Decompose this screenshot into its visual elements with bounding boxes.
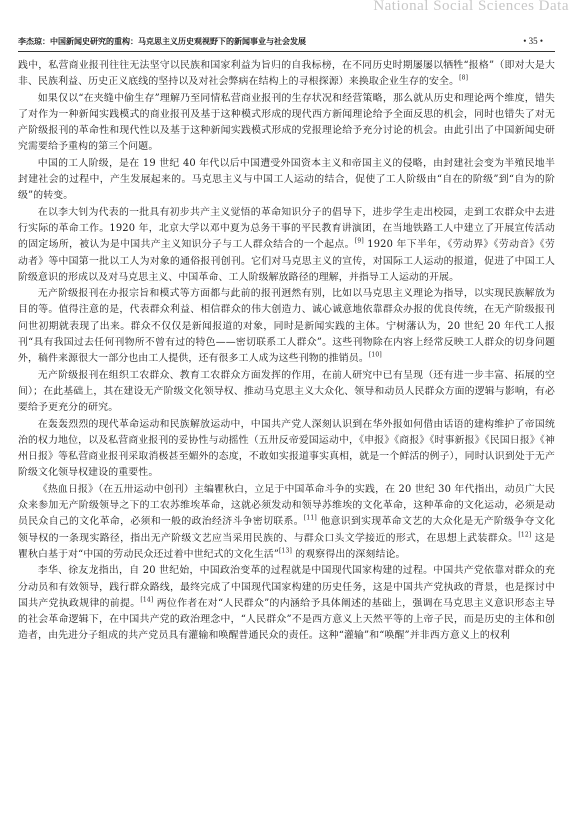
text-run: 无产阶级报刊在组织工农群众、教育工农群众方面发挥的作用，在前人研究中已有呈现（还有进一步丰富、拓展的空间）；在此基础上，其在建设无产阶级文化领导权、推动马克思主义大众化、领导和动员人民群众方面的逻辑与影响，有必要给予更充分的研究。 — [18, 369, 555, 414]
footnote-ref: [14] — [140, 596, 154, 604]
text-run: 如果仅以“在夹缝中偷生存”理解乃至同情私营商业报刊的生存状况和经营策略，那么就从历史和理论两个维度，错失了对作为一种新闻实践模式的商业报刊及基于这种模式形成的现代西方新闻理论给予全面反思的机会，同时也错失了对无产阶级报刊的革命性和现代性以及基于这种新闻实践模式形成的党报理论给予充分讨论的机会。由此引出了中国新闻史研究需要给予重构的第三个问题。 — [18, 92, 555, 153]
running-header — [18, 36, 555, 50]
paragraph — [18, 563, 555, 644]
footnote-ref: [12] — [518, 531, 532, 539]
footnote-ref: [10] — [368, 352, 382, 360]
watermark: National Social Sciences Data — [373, 0, 569, 14]
text-run: 两位作者在对“人民群众”的内涵给予具体阐述的基础上，强调在马克思主义意识形态主导的社会革命逻辑下，在中国共产党的政治理念中，“人民群众”不是西方意义上天然平等的上帝子民，而是历史的主体和创造者，由先进分子组成的共产党员具有灌输和唤醒普通民众的责任。这种“灌输”和“唤醒”并非西方意义上的权利 — [18, 597, 556, 642]
text-run: 这是瞿秋白基于对“中国的劳动民众还过着中世纪式的文化生活” — [18, 532, 555, 560]
paragraph — [18, 482, 555, 563]
paragraph-continuation — [18, 58, 555, 91]
text-run: 中国的工人阶级，是在 19 世纪 40 年代以后中国遭受外国资本主义和帝国主义的侵略，由封建社会变为半殖民地半封建社会的过程中，产生发展起来的。马克思主义与中国工人运动的结合，促使了工人阶级由“自在的阶级”到“自为的阶级”的转变。 — [18, 157, 555, 202]
text-run: 的观察得出的深刻结论。 — [291, 548, 406, 560]
text-run: 1920 年下半年，《劳动界》《劳动音》《劳动者》等中国第一批以工人为对象的通俗报刊创刊。它们对马克思主义的宣传，对国际工人运动的报道，促进了中国工人阶级意识的形成以及对马克思主义、中国革命、工人阶级解放路径的理解，并指导工人运动的开展。 — [18, 239, 555, 283]
text-run: 践中，私营商业报刊往往无法坚守以民族和国家利益为旨归的自我标榜，在不同历史时期屡屡以牺牲“报格”（即对大是大非、民族利益、历史正义底线的坚持以及对社会弊病在结构上的寻根探源）来换取企业生存的安全。 — [18, 60, 555, 88]
paragraph — [18, 417, 555, 482]
paragraph — [18, 286, 555, 367]
paragraph — [18, 156, 555, 205]
footnote-ref: [8] — [459, 75, 469, 82]
running-title: 李杰琼：中国新闻史研究的重构：马克思主义历史观视野下的新闻事业与社会发展 — [18, 37, 306, 46]
text-run: 李华、徐友龙指出，自 20 世纪始，中国政治变革的过程就是中国现代国家构建的过程。中国共产党依靠对群众的充分动员和有效领导，践行群众路线，最终完成了中国现代国家构建的历史任务，这是中国共产党执政的背景，也是探讨中国共产党执政规律的前提。 — [18, 565, 555, 609]
text-run: 在以李大钊为代表的一批具有初步共产主义觉悟的革命知识分子的倡导下，进步学生走出校园，走到工农群众中去进行实际的革命工作。1920 年，北京大学以邓中夏为总务干事的平民教育讲演团，在当地铁路工人中建立了开展宣传活动的固定场所，被认为是中国共产主义知识分子与工人群众结合的一个起点。 — [18, 206, 555, 251]
text-run: 他意识到实现革命文艺的大众化是无产阶级争夺文化领导权的一条现实路径，指出无产阶级文艺应当采用民族的、与群众口头文学接近的形式，在思想上武装群众。 — [18, 516, 555, 544]
paragraph — [18, 368, 555, 417]
footnote-ref: [13] — [279, 547, 292, 555]
text-run: 在轰轰烈烈的现代革命运动和民族解放运动中，中国共产党人深刻认识到在华外报如何借由话语的建构维护了帝国统治的权力地位，以及私营商业报刊的妥协性与动摇性（五卅反帝爱国运动中，《申报》《商报》《时事新报》《民国日报》《神州日报》等私营商业报刊采取消极甚至媚外的态度，不敢如实报道事实真相，就是一个鲜活的例子），同时认识到处于无产阶级文化领导权建设的重要性。 — [18, 418, 555, 479]
footnote-ref: [11] — [303, 515, 317, 523]
header-rule — [18, 51, 555, 52]
text-run: 无产阶级报刊在办报宗旨和模式等方面都与此前的报刊迥然有别，比如以马克思主义理论为指导，以实现民族解放为目的等。值得注意的是，代表群众利益、相信群众的伟大创造力、诚心诚意地依靠群众办报的优良传统，在无产阶级报刊问世初期就表现了出来。群众不仅仅是新闻报道的对象，同时是新闻实践的主体。宁树藩认为，20 世纪 20 年代工人报刊“具有我国过去任何刊物所不曾有过的特色——密切联系工人群众”。这些刊物除在内容上经常反映工人群众的切身问题外，稿件来源很大一部分也由工人提供，还有很多工人成为这些刊物的推销员。 — [18, 288, 555, 365]
paragraph — [18, 205, 555, 286]
paragraph — [18, 91, 555, 156]
text-run: 《热血日报》（在五卅运动中创刊）主编瞿秋白，立足于中国革命斗争的实践，在 20 世纪 30 年代指出，动员广大民众来参加无产阶级领导之下的工农苏维埃革命，这就必须发动和领导苏维埃的文化革命，这种革命的文化运动，必须是动员民众自己的文化革命，必须和一般的政治经济斗争密切联系。 — [18, 483, 555, 528]
page-number: • 35 • — [523, 36, 543, 46]
article-body — [18, 58, 555, 645]
footnote-ref: [9] — [354, 237, 364, 245]
